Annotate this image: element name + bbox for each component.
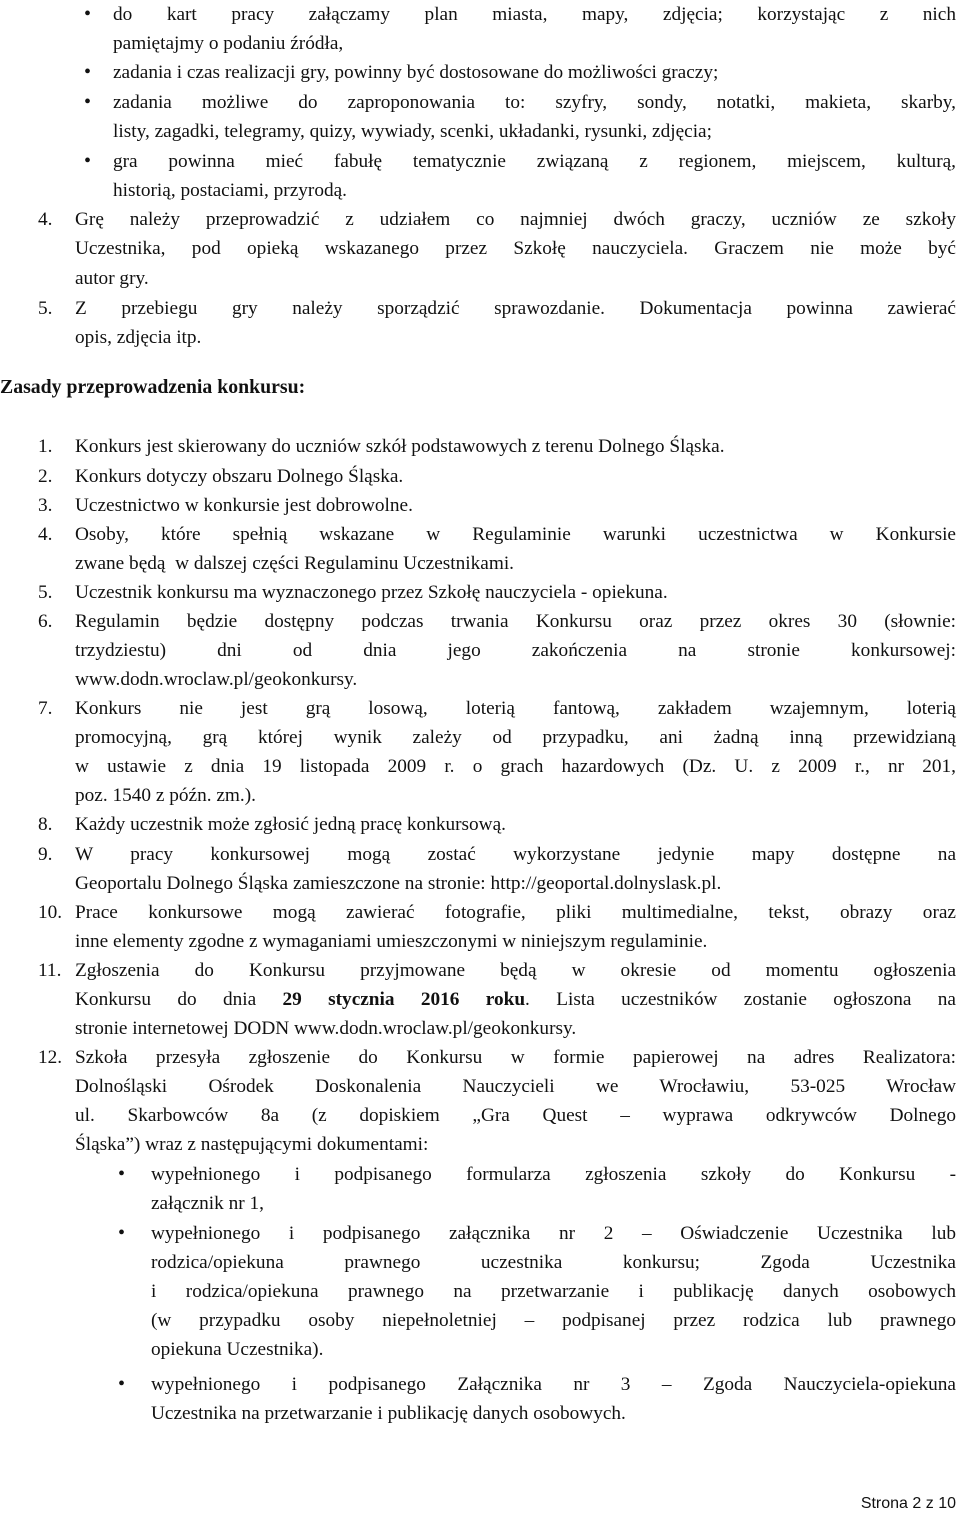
rule-12-line-4: Śląska”) wraz z następującymi dokumentami: [75,1134,429,1155]
rule-11-line-3: stronie internetowej DODN www.dodn.wroclaw.pl/geokonkursy. [75,1018,577,1039]
rule-number: 10. [38,902,63,923]
game-item-number: 4. [38,209,53,230]
rule-7-line-1: Konkurs nie jest grą losową, loterią fantową, zakładem wzajemnym, loterią [75,698,956,719]
document-2-line-4: (w przypadku osoby niepełnoletniej – podpisanej przez rodzica lub prawnego [151,1310,956,1331]
intro-bullet-3-line-2: listy, zagadki, telegramy, quizy, wywiady, scenki, układanki, rysunki, zdjęcia; [113,121,712,142]
game-item-4-line-1: Grę należy przeprowadzić z udziałem co najmniej dwóch graczy, uczniów ze szkoły [75,209,956,230]
current-page-number: 2 [912,1495,922,1512]
rule-9-line-2: Geoportalu Dolnego Śląska zamieszczone na stronie: http://geoportal.dolnyslask.pl. [75,873,722,894]
page-label: Strona [860,1495,913,1512]
rule-9-line-1: W pracy konkursowej mogą zostać wykorzystane jedynie mapy dostępne na [75,844,956,865]
intro-bullet-4-line-2: historią, postaciami, przyrodą. [113,180,347,201]
game-item-4-line-3: autor gry. [75,268,149,289]
rule-number: 6. [38,611,53,632]
rule-number: 11. [38,960,62,981]
rule-11-line-1: Zgłoszenia do Konkursu przyjmowane będą w okresie od momentu ogłoszenia [75,960,956,981]
document-2-line-2: rodzica/opiekuna prawnego uczestnika konkursu; Zgoda Uczestnika [151,1252,956,1273]
rule-7-line-3: w ustawie z dnia 19 listopada 2009 r. o grach hazardowych (Dz. U. z 2009 r., nr 201, [75,756,956,777]
rule-11-text: Konkursu do dnia [75,989,283,1010]
bullet-icon: • [84,3,92,25]
rule-number: 9. [38,844,53,865]
total-pages-number: 10 [938,1495,956,1512]
document-1-line-2: załącznik nr 1, [151,1193,264,1214]
rule-number: 8. [38,814,53,835]
rule-number: 7. [38,698,53,719]
section-heading: Zasady przeprowadzenia konkursu: [0,376,306,398]
rule-4-line-2: zwane będą w dalszej części Regulaminu Uczestnikami. [75,553,515,574]
intro-bullet-4-line-1: gra powinna mieć fabułę tematycznie związaną z regionem, miejscem, kulturą, [113,151,956,172]
intro-bullet-3-line-1: zadania możliwe do zaproponowania to: szyfry, sondy, notatki, makieta, skarby, [113,92,956,113]
page-footer [861,1494,956,1514]
bullet-icon: • [84,91,92,113]
bullet-icon: • [118,1163,126,1185]
rule-12-line-1: Szkoła przesyła zgłoszenie do Konkursu w formie papierowej na adres Realizatora: [75,1047,956,1068]
rule-6-line-1: Regulamin będzie dostępny podczas trwania Konkursu oraz przez okres 30 (słownie: [75,611,956,632]
rule-3-line-1: Uczestnictwo w konkursie jest dobrowolne. [75,495,413,516]
page-separator: z [921,1495,939,1512]
rule-4-line-1: Osoby, które spełnią wskazane w Regulaminie warunki uczestnictwa w Konkursie [75,524,956,545]
document-3-line-2: Uczestnika na przetwarzanie i publikację danych osobowych. [151,1403,626,1424]
rule-12-line-3: ul. Skarbowców 8a (z dopiskiem „Gra Quest – wyprawa odkrywców Dolnego [75,1105,956,1126]
intro-bullet-2-line-1: zadania i czas realizacji gry, powinny być dostosowane do możliwości graczy; [113,62,719,83]
rule-number: 4. [38,524,53,545]
deadline-date: 29 stycznia 2016 roku [282,989,526,1010]
document-3-line-1: wypełnionego i podpisanego Załącznika nr 3 – Zgoda Nauczyciela-opiekuna [151,1374,956,1395]
document-2-line-1: wypełnionego i podpisanego załącznika nr 2 – Oświadczenie Uczestnika lub [151,1223,956,1244]
rule-number: 2. [38,466,53,487]
bullet-icon: • [84,150,92,172]
rule-number: 12. [38,1047,63,1068]
rule-number: 5. [38,582,53,603]
intro-bullet-1-line-2: pamiętajmy o podaniu źródła, [113,33,344,54]
rule-11-text: . Lista uczestników zostanie ogłoszona na [525,989,956,1010]
game-item-5-line-2: opis, zdjęcia itp. [75,327,202,348]
rule-1-line-1: Konkurs jest skierowany do uczniów szkół podstawowych z terenu Dolnego Śląska. [75,436,725,457]
bullet-icon: • [118,1373,126,1395]
rule-11-line-2 [75,985,956,1014]
bullet-icon: • [84,61,92,83]
rule-2-line-1: Konkurs dotyczy obszaru Dolnego Śląska. [75,466,404,487]
intro-bullet-1-line-1: do kart pracy załączamy plan miasta, mapy, zdjęcia; korzystając z nich [113,4,956,25]
rule-6-line-2: trzydziestu) dni od dnia jego zakończenia na stronie konkursowej: [75,640,956,661]
game-item-number: 5. [38,298,53,319]
rule-7-line-2: promocyjną, grą której wynik zależy od przypadku, ani żadną inną przewidzianą [75,727,956,748]
rule-7-line-4: poz. 1540 z późn. zm.). [75,785,256,806]
game-item-5-line-1: Z przebiegu gry należy sporządzić sprawozdanie. Dokumentacja powinna zawierać [75,298,956,319]
rule-10-line-2: inne elementy zgodne z wymaganiami umieszczonymi w niniejszym regulaminie. [75,931,708,952]
rule-number: 1. [38,436,53,457]
rule-12-line-2: Dolnośląski Ośrodek Doskonalenia Nauczycieli we Wrocławiu, 53-025 Wrocław [75,1076,956,1097]
game-item-4-line-2: Uczestnika, pod opieką wskazanego przez Szkołę nauczyciela. Graczem nie może być [75,238,956,259]
rule-8-line-1: Każdy uczestnik może zgłosić jedną pracę konkursową. [75,814,506,835]
document-1-line-1: wypełnionego i podpisanego formularza zgłoszenia szkoły do Konkursu - [151,1164,956,1185]
rule-number: 3. [38,495,53,516]
document-2-line-3: i rodzica/opiekuna prawnego na przetwarzanie i publikację danych osobowych [151,1281,956,1302]
rule-10-line-1: Prace konkursowe mogą zawierać fotografie, pliki multimedialne, tekst, obrazy oraz [75,902,956,923]
rule-5-line-1: Uczestnik konkursu ma wyznaczonego przez Szkołę nauczyciela - opiekuna. [75,582,668,603]
rule-6-line-3: www.dodn.wroclaw.pl/geokonkursy. [75,669,358,690]
document-2-line-5: opiekuna Uczestnika). [151,1339,324,1360]
bullet-icon: • [118,1222,126,1244]
